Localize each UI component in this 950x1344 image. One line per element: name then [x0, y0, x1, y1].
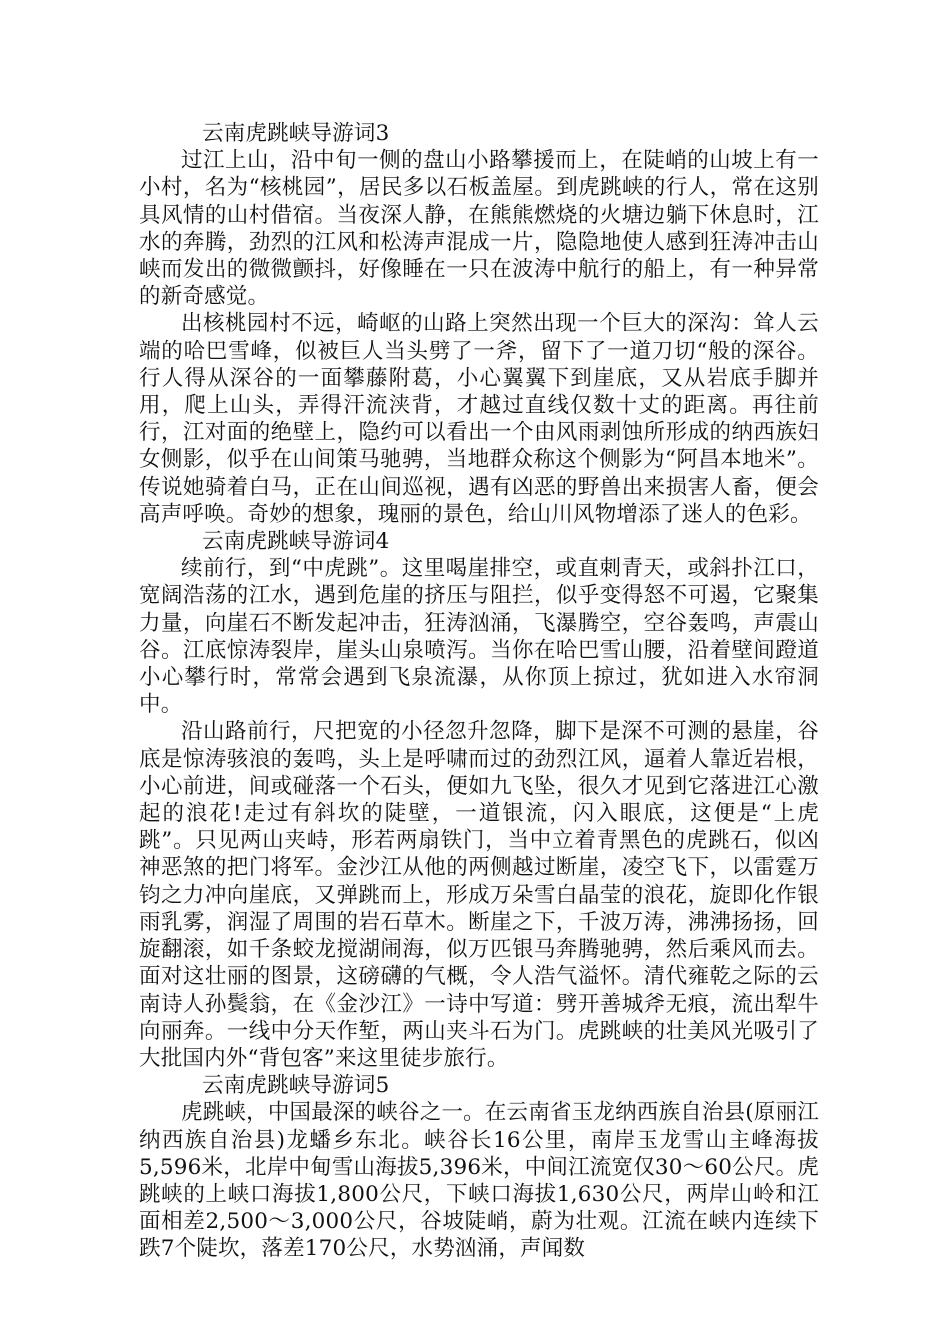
paragraph: 过江上山，沿中旬一侧的盘山小路攀援而上，在陡峭的山坡上有一小村，名为“核桃园”，居民多以石板盖屋。到虎跳峡的行人，常在这别具风情的山村借宿。当夜深人静，在熊熊燃烧的火塘边躺下休息时，江水的奔腾，劲烈的江风和松涛声混成一片，隐隐地使人感到狂涛冲击山峡而发出的微微颤抖，好像睡在一只在波涛中航行的船上，有一种异常的新奇感觉。	[139, 148, 819, 310]
section-heading-5: 云南虎跳峡导游词5	[202, 1073, 390, 1099]
paragraph: 虎跳峡，中国最深的峡谷之一。在云南省玉龙纳西族自治县(原丽江纳西族自治县)龙蟠乡东北。峡谷长16公里，南岸玉龙雪山主峰海拔5,596米，北岸中甸雪山海拔5,396米，中间江流宽仅30～60公尺。虎跳峡的上峡口海拔1,800公尺，下峡口海拔1,630公尺，两岸山岭和江面相差2,500～3,000公尺，谷坡陡峭，蔚为壮观。江流在峡内连续下跌7个陡坎，落差170公尺，水势汹涌，声闻数	[139, 1100, 819, 1262]
paragraph: 续前行，到“中虎跳”。这里喝崖排空，或直刺青天，或斜扑江口，宽阔浩荡的江水，遇到危崖的挤压与阻拦，似乎变得怒不可遏，它聚集力量，向崖石不断发起冲击，狂涛汹涌，飞瀑腾空，空谷轰鸣，声震山谷。江底惊涛裂岸，崖头山泉喷泻。当你在哈巴雪山腰，沿着壁间蹬道小心攀行时，常常会遇到飞泉流瀑，从你顶上掠过，犹如进入水帘洞中。	[139, 556, 819, 718]
document-body	[139, 120, 819, 1263]
section-heading-3: 云南虎跳峡导游词3	[202, 121, 390, 146]
paragraph: 出核桃园村不远，崎岖的山路上突然出现一个巨大的深沟：耸人云端的哈巴雪峰，似被巨人当头劈了一斧，留下了一道刀切“般的深谷。行人得从深谷的一面攀藤附葛，小心翼翼下到崖底，又从岩底手脚并用，爬上山头，弄得汗流浃背，才越过直线仅数十丈的距离。再往前行，江对面的绝壁上，隐约可以看出一个由风雨剥蚀所形成的纳西族妇女侧影，似乎在山间策马驰骋，当地群众称这个侧影为“阿昌本地米”。传说她骑着白马，正在山间巡视，遇有凶恶的野兽出来损害人畜，便会高声呼唤。奇妙的想象，瑰丽的景色，给山川风物增添了迷人的色彩。	[139, 311, 819, 527]
paragraph: 沿山路前行，尺把宽的小径忽升忽降，脚下是深不可测的悬崖，谷底是惊涛骇浪的轰鸣，头上是呼啸而过的劲烈江风，逼着人靠近岩根，小心前进，间或碰落一个石头，便如九飞坠，很久才见到它落进江心激起的浪花!走过有斜坎的陡壁，一道银流，闪入眼底，这便是“上虎跳”。只见两山夹峙，形若两扇铁门，当中立着青黑色的虎跳石，似凶神恶煞的把门将军。金沙江从他的两侧越过断崖，凌空飞下，以雷霆万钧之力冲向崖底，又弹跳而上，形成万朵雪白晶莹的浪花，旋即化作银雨乳雾，润湿了周围的岩石草木。断崖之下，千波万涛，沸沸扬扬，回旋翻滚，如千条蛟龙搅湖闹海，似万匹银马奔腾驰骋，然后乘风而去。面对这壮丽的图景，这磅礴的气概，令人浩气溢怀。清代雍乾之际的云南诗人孙鬓翁，在《金沙江》一诗中写道：劈开善城斧无痕，流出犁牛向丽奔。一线中分天作堑，两山夹斗石为门。虎跳峡的壮美风光吸引了大批国内外“背包客”来这里徒步旅行。	[139, 719, 819, 1071]
section-heading-4: 云南虎跳峡导游词4	[202, 529, 390, 555]
